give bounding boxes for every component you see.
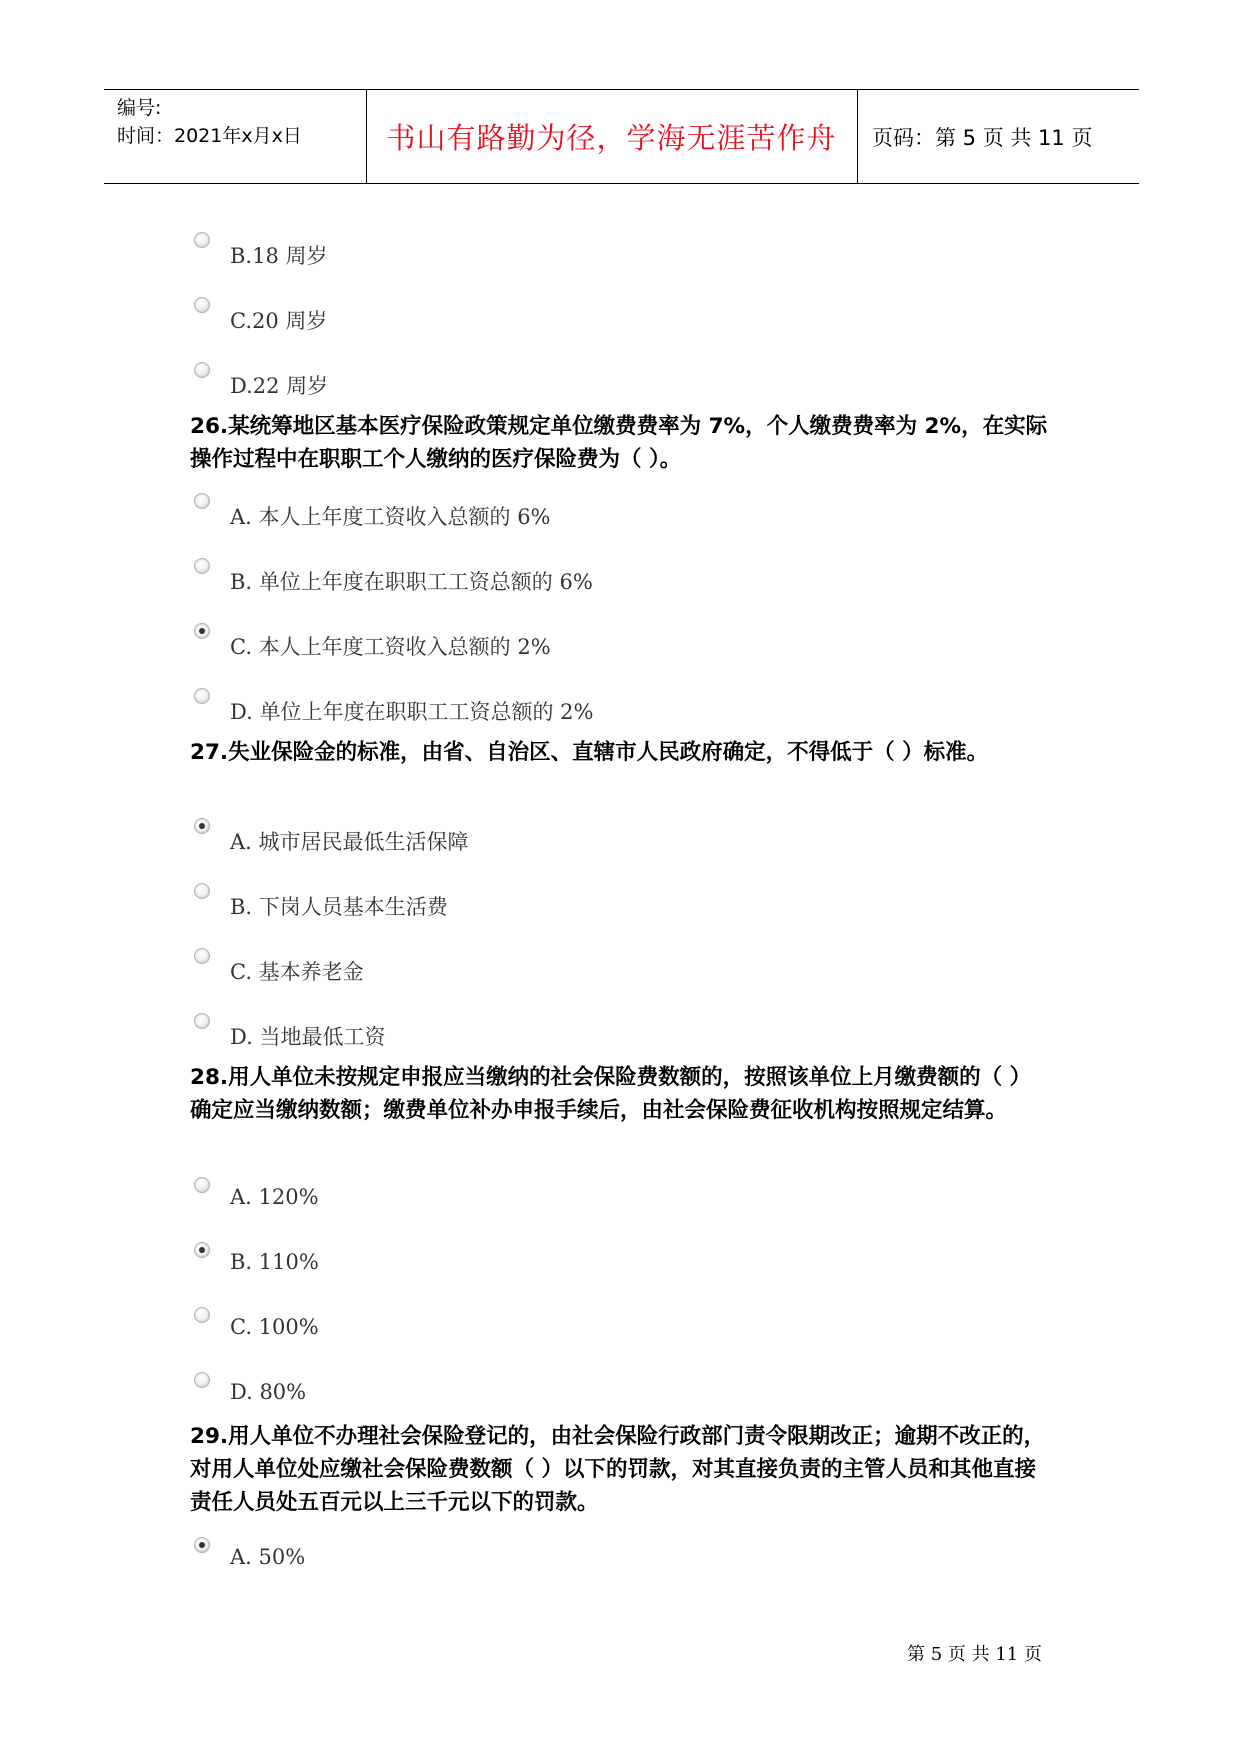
radio-button-checked-icon[interactable] [194,1537,210,1553]
radio-button-icon[interactable] [194,362,210,378]
option-label: C.20 周岁 [230,309,328,333]
option-label: B. 下岗人员基本生活费 [230,895,448,919]
radio-button-icon[interactable] [194,297,210,313]
radio-button-icon[interactable] [194,232,210,248]
header-motto: 书山有路勤为径，学海无涯苦作舟 [386,121,837,155]
radio-button-icon[interactable] [194,493,210,509]
radio-button-icon[interactable] [194,558,210,574]
option-label: D. 80% [230,1380,307,1404]
radio-button-icon[interactable] [194,688,210,704]
option-label: C. 基本养老金 [230,960,364,984]
option-label: B.18 周岁 [230,244,328,268]
radio-button-icon[interactable] [194,1177,210,1193]
question-text: 26.某统筹地区基本医疗保险政策规定单位缴费费率为 7%，个人缴费费率为 2%，在实际操作过程中在职职工个人缴纳的医疗保险费为（ ）。 [190,414,1048,472]
header-left-cell [117,94,302,150]
footer-page-number: 第 5 页 共 11 页 [907,1644,1042,1665]
header-divider [857,90,858,183]
question-text: 29.用人单位不办理社会保险登记的，由社会保险行政部门责令限期改正；逾期不改正的，对用人单位处应缴社会保险费数额（ ）以下的罚款，对其直接负责的主管人员和其他直接责任人员处五百元以上三千元以下的罚款。 [190,1424,1046,1515]
radio-button-checked-icon[interactable] [194,818,210,834]
radio-button-icon[interactable] [194,1013,210,1029]
radio-button-icon[interactable] [194,948,210,964]
radio-button-icon[interactable] [194,1372,210,1388]
option-label: C. 100% [230,1315,319,1339]
option-label: A. 本人上年度工资收入总额的 6% [230,505,551,529]
radio-button-checked-icon[interactable] [194,623,210,639]
option-label: C. 本人上年度工资收入总额的 2% [230,635,551,659]
header-table [104,89,1139,184]
option-label: D. 单位上年度在职职工工资总额的 2% [230,700,594,724]
radio-button-icon[interactable] [194,883,210,899]
option-label: B. 单位上年度在职职工工资总额的 6% [230,570,593,594]
serial-number-label: 编号: [117,97,162,119]
radio-button-icon[interactable] [194,1307,210,1323]
option-label: A. 50% [230,1545,306,1569]
question-text: 28.用人单位未按规定申报应当缴纳的社会保险费数额的，按照该单位上月缴费额的（ ）确定应当缴纳数额；缴费单位补办申报手续后，由社会保险费征收机构按照规定结算。 [190,1065,1032,1123]
option-label: D.22 周岁 [230,374,329,398]
radio-button-checked-icon[interactable] [194,1242,210,1258]
question-text: 27.失业保险金的标准，由省、自治区、直辖市人民政府确定，不得低于（ ）标准。 [190,740,989,765]
header-page-number: 页码：第 5 页 共 11 页 [872,125,1093,150]
option-label: A. 城市居民最低生活保障 [230,830,469,854]
time-label: 时间：2021年x月x日 [117,125,302,147]
option-label: B. 110% [230,1250,319,1274]
option-label: A. 120% [230,1185,319,1209]
option-label: D. 当地最低工资 [230,1025,386,1049]
